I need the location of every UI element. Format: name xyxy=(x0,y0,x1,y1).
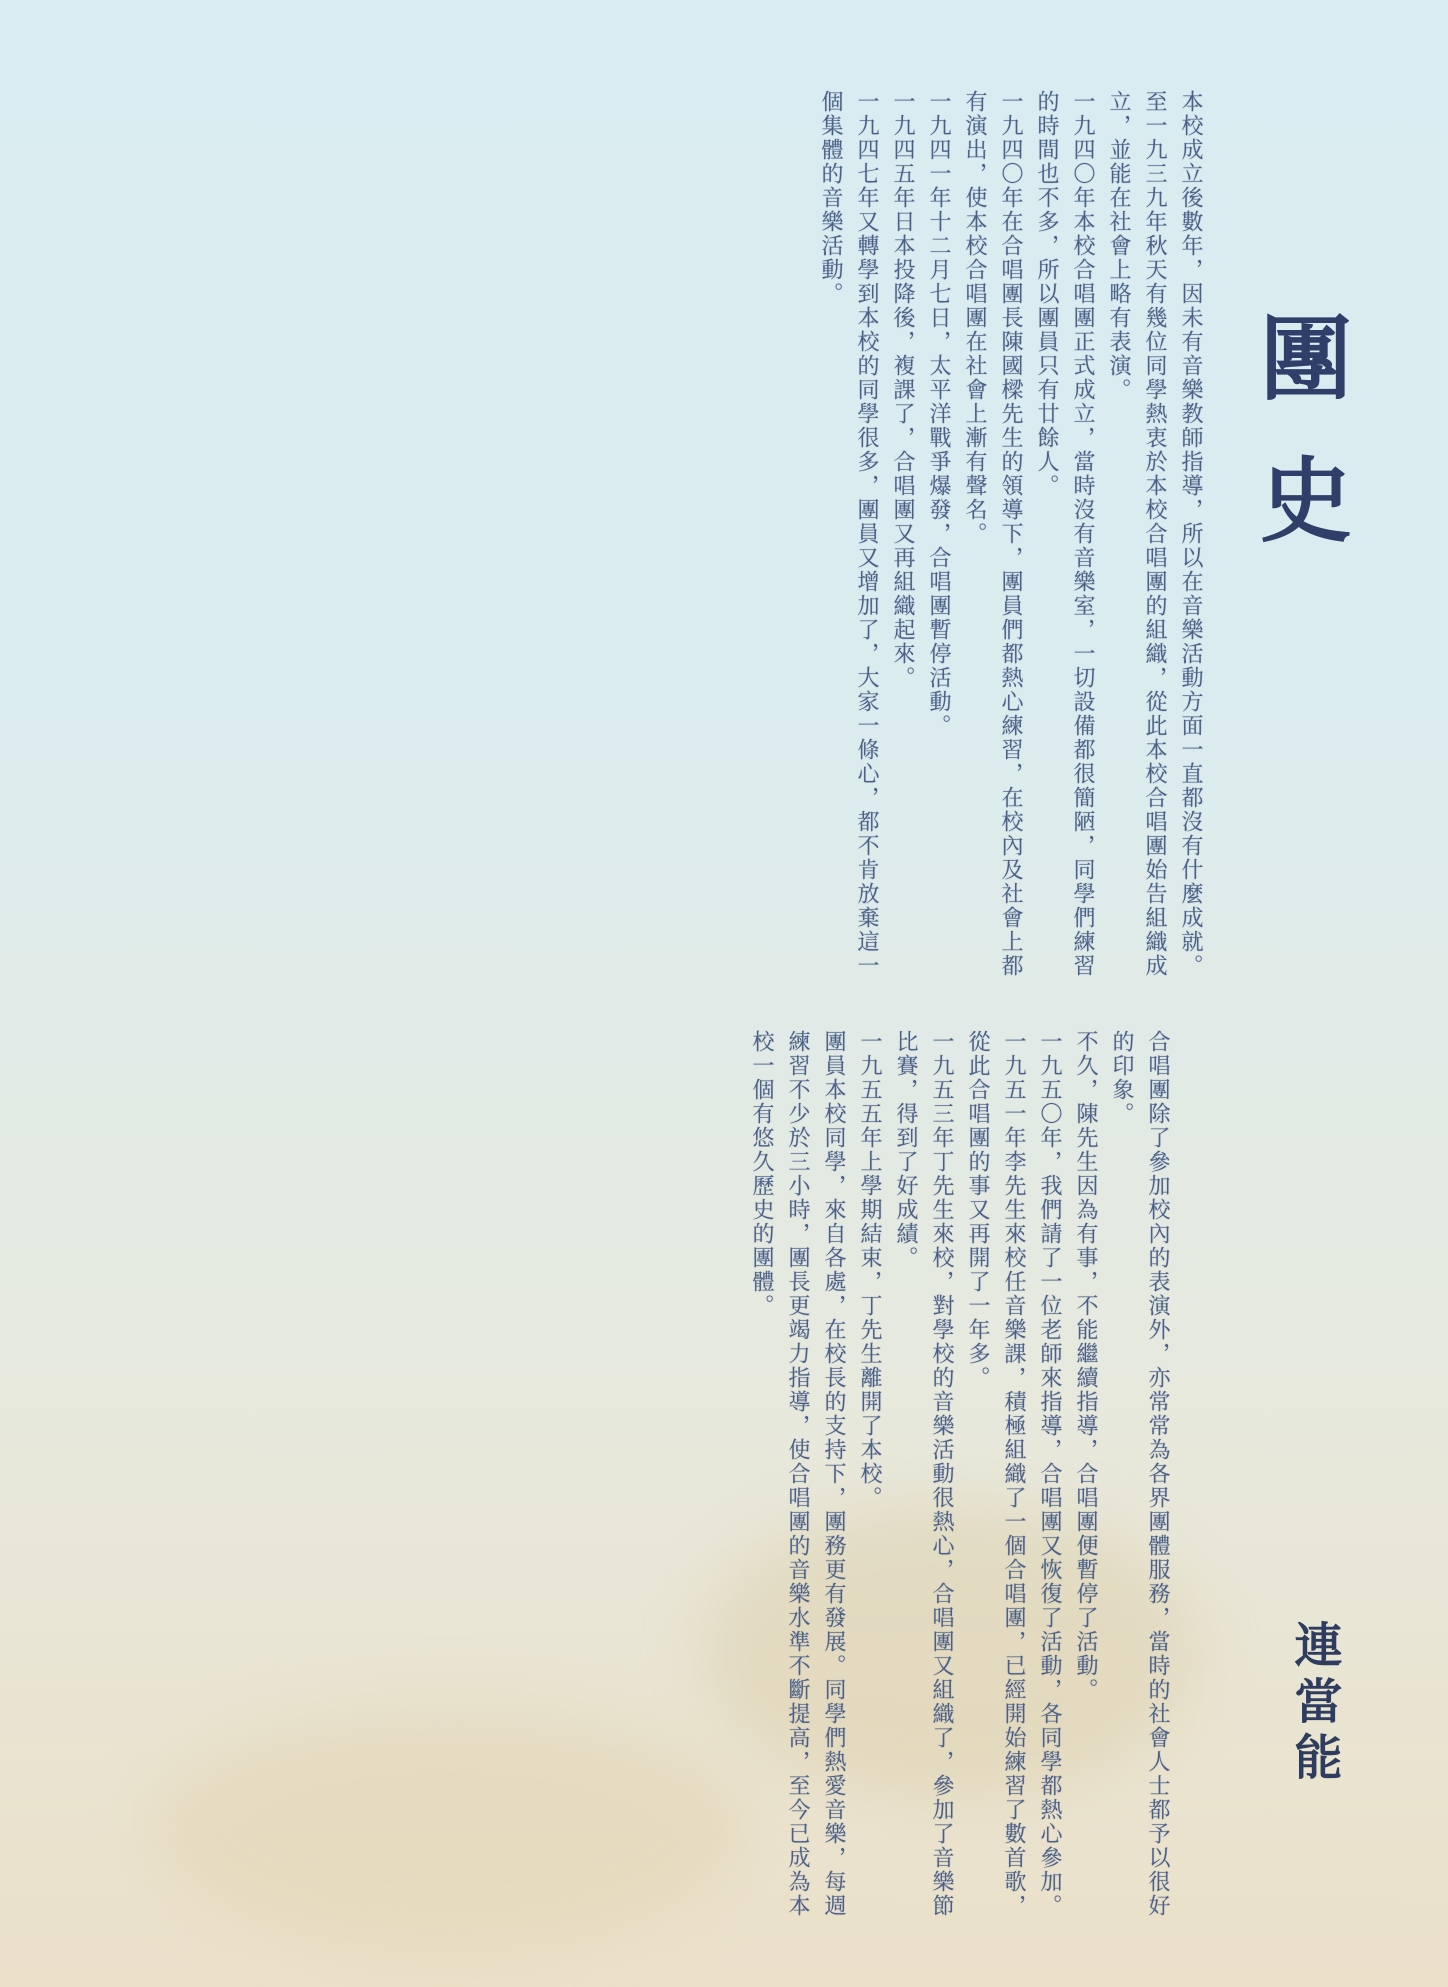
document-title: 團史 xyxy=(1245,310,1353,594)
author-name: 連當能 xyxy=(1286,1620,1342,1788)
lower-text-block: 合唱團除了參加校內的表演外，亦常常為各界團體服務，當時的社會人士都予以很好的印象。 不久，陳先生因為有事，不能繼續指導，合唱團便暫停了活動。 一九五〇年，我們請了一位老師來指導，合唱團又恢復了活動，各同學都熱心參加。 一九五一年李先生來校任音樂課，積極組織了一個合唱團，已經開始練習了數首歌，從此合唱團的事又再開了一年多。 一九五三年丁先生來校，對學校的音樂活動很熱心，合唱團又組織了，參加了音樂節比賽，得到了好成績。 一九五五年上學期結束，丁先生離開了本校。 團員本校同學，來自各處，在校長的支持下，團務更有發展。同學們熱愛音樂，每週練習不少於三小時，團長更竭力指導，使合唱團的音樂水準不斷提高，至今已成為本校一個有悠久歷史的團體。 xyxy=(749,1030,1170,1918)
upper-text-block: 本校成立後數年，因未有音樂教師指導，所以在音樂活動方面一直都沒有什麼成就。至一九三九年秋天有幾位同學熱衷於本校合唱團的組織，從此本校合唱團始告組織成立，並能在社會上略有表演。 一九四〇年本校合唱團正式成立，當時沒有音樂室，一切設備都很簡陋，同學們練習的時間也不多，所以團員只有廿餘人。 一九四〇年在合唱團長陳國樑先生的領導下，團員們都熱心練習，在校內及社會上都有演出，使本校合唱團在社會上漸有聲名。 一九四一年十二月七日，太平洋戰爭爆發，合唱團暫停活動。 一九四五年日本投降後，複課了，合唱團又再組織起來。 一九四七年又轉學到本校的同學很多，團員又增加了，大家一條心，都不肯放棄這一個集體的音樂活動。 xyxy=(818,90,1203,978)
